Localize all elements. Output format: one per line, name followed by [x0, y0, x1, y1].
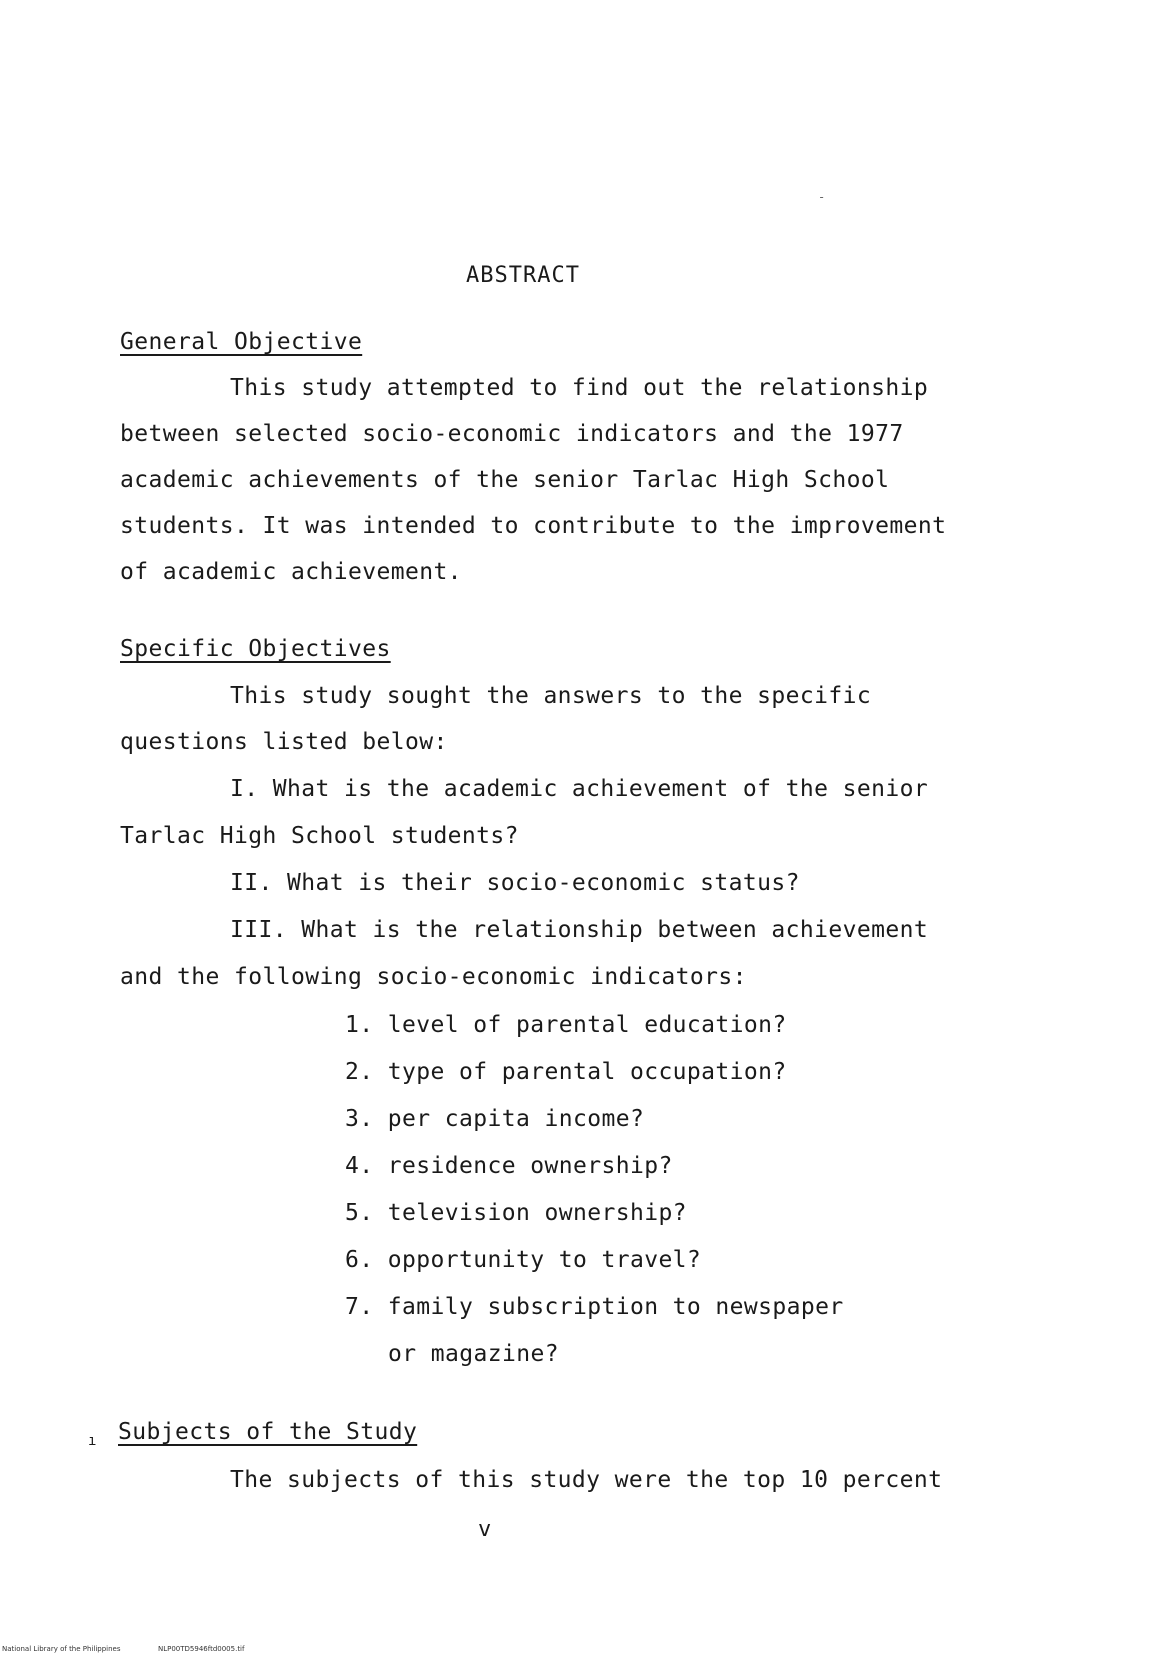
indicator-item: 2. type of parental occupation?	[345, 1059, 787, 1085]
question-line: II. What is their socio-economic status?	[230, 870, 800, 896]
question-line: I. What is the academic achievement of the senior	[230, 776, 929, 802]
indicator-item: 1. level of parental education?	[345, 1012, 787, 1038]
paragraph-line: of academic achievement.	[120, 559, 462, 585]
paragraph-line: students. It was intended to contribute to the improvement	[120, 513, 947, 539]
page-number: v	[478, 1517, 492, 1542]
indicator-item: 7. family subscription to newspaper	[345, 1294, 844, 1320]
paragraph-line: academic achievements of the senior Tarlac High School	[120, 467, 890, 493]
indicator-item: 5. television ownership?	[345, 1200, 687, 1226]
paragraph-line: This study sought the answers to the specific	[230, 683, 872, 709]
indicator-item: 6. opportunity to travel?	[345, 1247, 702, 1273]
page-title: ABSTRACT	[466, 263, 580, 288]
paragraph-line: This study attempted to find out the relationship	[230, 375, 929, 401]
paragraph-line: questions listed below:	[120, 729, 448, 755]
footer-filename: NLP00TD5946ftd0005.tif	[158, 1645, 245, 1653]
question-line: III. What is the relationship between achievement	[230, 917, 929, 943]
indicator-item: 4. residence ownership?	[345, 1153, 673, 1179]
section-heading-subjects-of-the-study: Subjects of the Study	[118, 1419, 418, 1445]
indicator-item: 3. per capita income?	[345, 1106, 645, 1132]
scan-speck: -	[818, 190, 826, 204]
paragraph-line: The subjects of this study were the top 10 percent	[230, 1467, 943, 1493]
section-heading-specific-objectives: Specific Objectives	[120, 636, 391, 662]
footer-library: National Library of the Philippines	[2, 1645, 121, 1653]
indicator-item-continuation: or magazine?	[388, 1341, 559, 1367]
question-line: and the following socio-economic indicators:	[120, 964, 747, 990]
margin-mark: ı	[88, 1433, 97, 1449]
paragraph-line: between selected socio-economic indicators and the 1977	[120, 421, 904, 447]
section-heading-general-objective: General Objective	[120, 329, 363, 355]
question-line: Tarlac High School students?	[120, 823, 519, 849]
